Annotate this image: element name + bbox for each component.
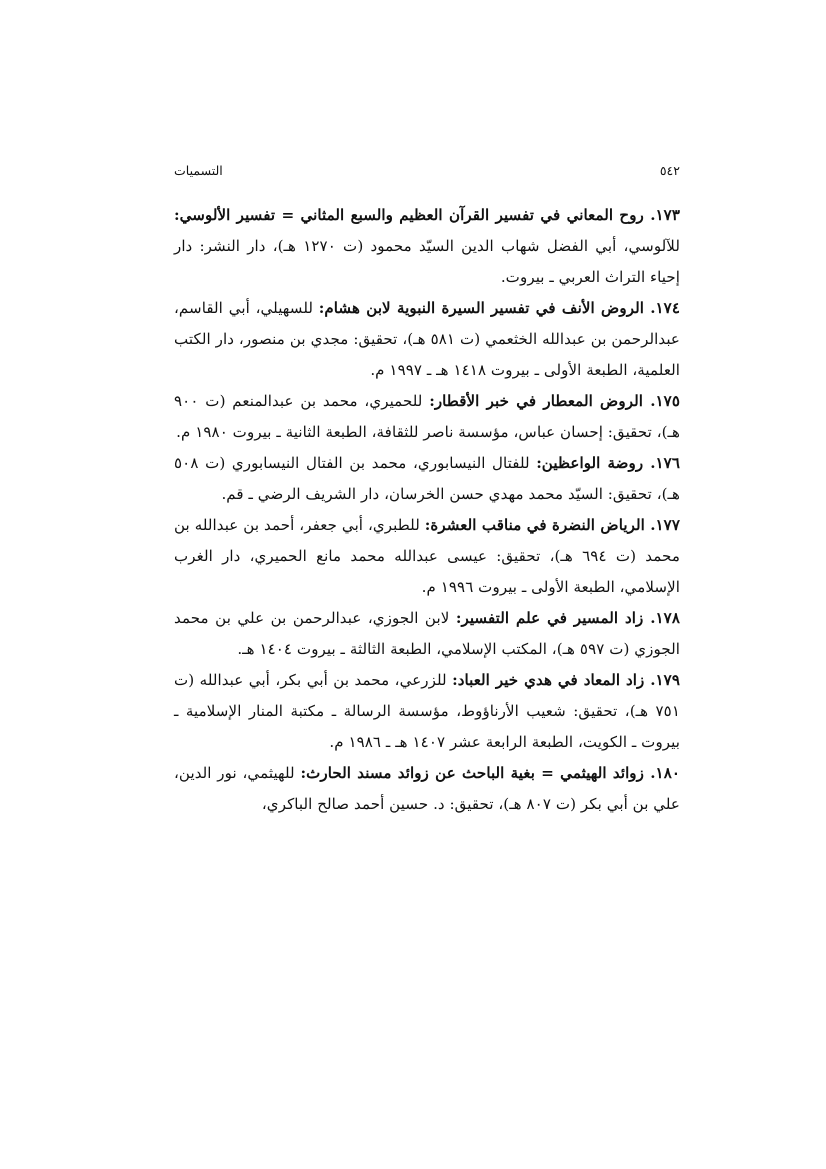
page-number: ٥٤٢ [659,163,680,178]
bibliography-entry-178 [174,603,680,665]
entry-title: ١٧٣. روح المعاني في تفسير القرآن العظيم والسبع المثاني = تفسير الألوسي: [174,206,680,224]
entry-title: ١٨٠. زوائد الهيثمي = بغية الباحث عن زوائد مسند الحارث: [300,764,681,782]
entry-title: ١٧٧. الرياض النضرة في مناقب العشرة: [424,516,680,534]
bibliography-entry-176 [174,448,680,510]
bibliography-entry-173 [174,200,680,293]
entry-title: ١٧٤. الروض الأنف في تفسير السيرة النبوية لابن هشام: [318,299,680,317]
entry-body: لابن الجوزي، عبدالرحمن بن علي بن محمد الجوزي (ت ٥٩٧ هـ)، المكتب الإسلامي، الطبعة الثالثة ـ بيروت ١٤٠٤ هـ. [174,609,680,658]
bibliography-entry-179 [174,665,680,758]
entry-title: ١٧٥. الروض المعطار في خبر الأقطار: [429,392,680,410]
bibliography-entry-177 [174,510,680,603]
entry-body: للآلوسي، أبي الفضل شهاب الدين السيّد محمود (ت ١٢٧٠ هـ)، دار النشر: دار إحياء التراث العربي ـ بيروت. [174,237,680,286]
entry-title: ١٧٩. زاد المعاد في هدي خير العباد: [452,671,680,689]
bibliography-entry-175 [174,386,680,448]
entry-body: للحميري، محمد بن عبدالمنعم (ت ٩٠٠ هـ)، تحقيق: إحسان عباس، مؤسسة ناصر للثقافة، الطبعة الثانية ـ بيروت ١٩٨٠ م. [174,392,680,441]
entry-body: للسهيلي، أبي القاسم، عبدالرحمن بن عبدالله الخثعمي (ت ٥٨١ هـ)، تحقيق: مجدي بن منصور، دار الكتب العلمية، الطبعة الأولى ـ بيروت ١٤١٨ هـ ـ ١٩٩٧ م. [174,299,680,379]
chapter-title: التسميات [174,163,223,178]
entry-body: للهيثمي، نور الدين، علي بن أبي بكر (ت ٨٠٧ هـ)، تحقيق: د. حسين أحمد صالح الباكري، [174,764,680,813]
entry-body: للزرعي، محمد بن أبي بكر، أبي عبدالله (ت ٧٥١ هـ)، تحقيق: شعيب الأرناؤوط، مؤسسة الرسالة ـ مكتبة المنار الإسلامية ـ بيروت ـ الكويت، الطبعة الرابعة عشر ١٤٠٧ هـ ـ ١٩٨٦ م. [174,671,680,751]
bibliography-entry-174 [174,293,680,386]
running-header [174,163,680,183]
bibliography-list [174,200,680,820]
bibliography-entry-180 [174,758,680,820]
entry-title: ١٧٨. زاد المسير في علم التفسير: [455,609,680,627]
entry-body: للطبري، أبي جعفر، أحمد بن عبدالله بن محمد (ت ٦٩٤ هـ)، تحقيق: عيسى عبدالله محمد مانع الحميري، دار الغرب الإسلامي، الطبعة الأولى ـ بيروت ١٩٩٦ م. [174,516,680,596]
entry-body: للفتال النيسابوري، محمد بن الفتال النيسابوري (ت ٥٠٨ هـ)، تحقيق: السيّد محمد مهدي حسن الخرسان، دار الشريف الرضي ـ قم. [174,454,680,503]
entry-title: ١٧٦. روضة الواعظين: [536,454,680,472]
